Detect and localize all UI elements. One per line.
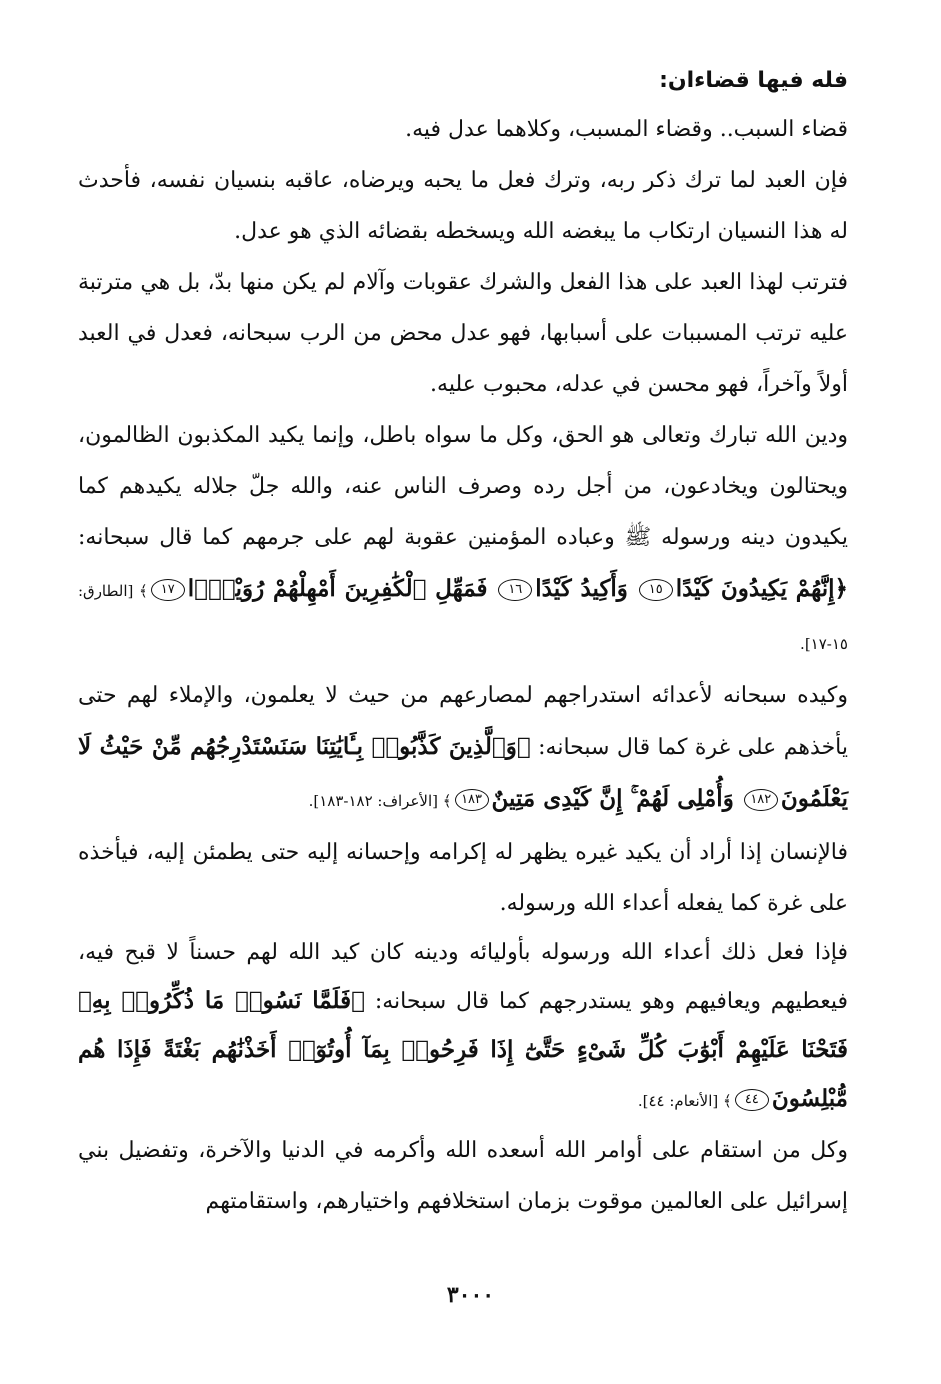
quran-verse-araf-182: ﴿وَٱلَّذِينَ كَذَّبُوا۟ بِـَٔايَٰتِنَا سَنَسْتَدْرِجُهُم مِّنْ حَيْثُ لَا يَعْلَمُونَ	[78, 733, 848, 812]
quran-verse-tariq-15: ﴿إِنَّهُمْ يَكِيدُونَ كَيْدًا	[675, 575, 848, 602]
ayah-marker-183: ١٨٣	[455, 789, 489, 811]
quran-verse-araf-183: وَأُمْلِى لَهُمْ ۚ إِنَّ كَيْدِى مَتِينٌ	[491, 785, 734, 812]
paragraph-8: وكل من استقام على أوامر الله أسعده الله وأكرمه في الدنيا والآخرة، وتفضيل بني إسرائيل على العالمين موقوت بزمان استخلافهم واختيارهم، واستقامتهم	[78, 1138, 848, 1214]
ayah-marker-182: ١٨٢	[744, 789, 778, 811]
ayah-marker-44: ٤٤	[735, 1089, 769, 1111]
ayah-marker-17: ١٧	[151, 579, 185, 601]
ayah-marker-15: ١٥	[639, 579, 673, 601]
verse-reference-araf: ﴾ [الأعراف: ١٨٢-١٨٣].	[308, 792, 452, 810]
paragraph-6: فالإنسان إذا أراد أن يكيد غيره يظهر له إكرامه وإحسانه إليه حتى يطمئن إليه، فيأخذه على غرة كما يفعله أعداء الله ورسوله.	[78, 840, 848, 916]
paragraph-5	[78, 670, 848, 827]
paragraph-4	[78, 410, 848, 670]
paragraph-1: قضاء السبب.. وقضاء المسبب، وكلاهما عدل فيه.	[405, 117, 848, 142]
ayah-marker-16: ١٦	[498, 579, 532, 601]
verse-reference-tariq: ﴾ [الطارق: ١٥-١٧].	[78, 582, 848, 653]
quran-verse-tariq-16: وَأَكِيدُ كَيْدًا	[535, 575, 628, 602]
paragraph-3: فترتب لهذا العبد على هذا الفعل والشرك عقوبات وآلام لم يكن منها بدّ، بل هي مترتبة عليه ترتب المسببات على أسبابها، فهو عدل محض من الرب سبحانه، فعدل في العبد أولاً وآخراً، فهو محسن في عدله، محبوب عليه.	[78, 270, 848, 397]
paragraph-4-text: ودين الله تبارك وتعالى هو الحق، وكل ما سواه باطل، وإنما يكيد المكذبون الظالمون، ويحتالون ويخادعون، من أجل رده وصرف الناس عنه، والله جلّ جلاله يكيدهم كما يكيدون دينه ورسوله ﷺ وعباده المؤمنين عقوبة لهم على جرمهم كما قال سبحانه:	[78, 423, 848, 550]
verse-reference-anam: ﴾ [الأنعام: ٤٤].	[637, 1092, 732, 1110]
quran-verse-anam-44: ﴿فَلَمَّا نَسُوا۟ مَا ذُكِّرُوا۟ بِهِۦ فَتَحْنَا عَلَيْهِمْ أَبْوَٰبَ كُلِّ شَىْءٍ حَتَّىٰٓ إِذَا فَرِحُوا۟ بِمَآ أُوتُوٓا۟ أَخَذْنَٰهُم بَغْتَةً فَإِذَا هُم مُّبْلِسُونَ	[78, 987, 848, 1112]
paragraph-7	[78, 929, 848, 1125]
section-heading: فله فيها قضاءان:	[659, 68, 848, 93]
paragraph-2: فإن العبد لما ترك ذكر ربه، وترك فعل ما يحبه ويرضاه، عاقبه بنسيان نفسه، فأحدث له هذا النسيان ارتكاب ما يبغضه الله ويسخطه بقضائه الذي هو عدل.	[78, 168, 848, 244]
paragraph-5-text: وكيده سبحانه لأعدائه استدراجهم لمصارعهم من حيث لا يعلمون، والإملاء لهم حتى يأخذهم على غرة كما قال سبحانه:	[78, 683, 848, 760]
quran-verse-tariq-17: فَمَهِّلِ ٱلْكَٰفِرِينَ أَمْهِلْهُمْ رُوَيْدًۢا	[187, 575, 488, 602]
paragraph-7-text: فإذا فعل ذلك أعداء الله ورسوله بأوليائه ودينه كان كيد الله لهم حسناً لا قبح فيه، فيعطيهم ويعافيهم وهو يستدرجهم كما قال سبحانه:	[78, 940, 849, 1014]
page-body	[78, 58, 848, 1227]
page-number: ٣٠٠٠	[446, 1282, 495, 1308]
